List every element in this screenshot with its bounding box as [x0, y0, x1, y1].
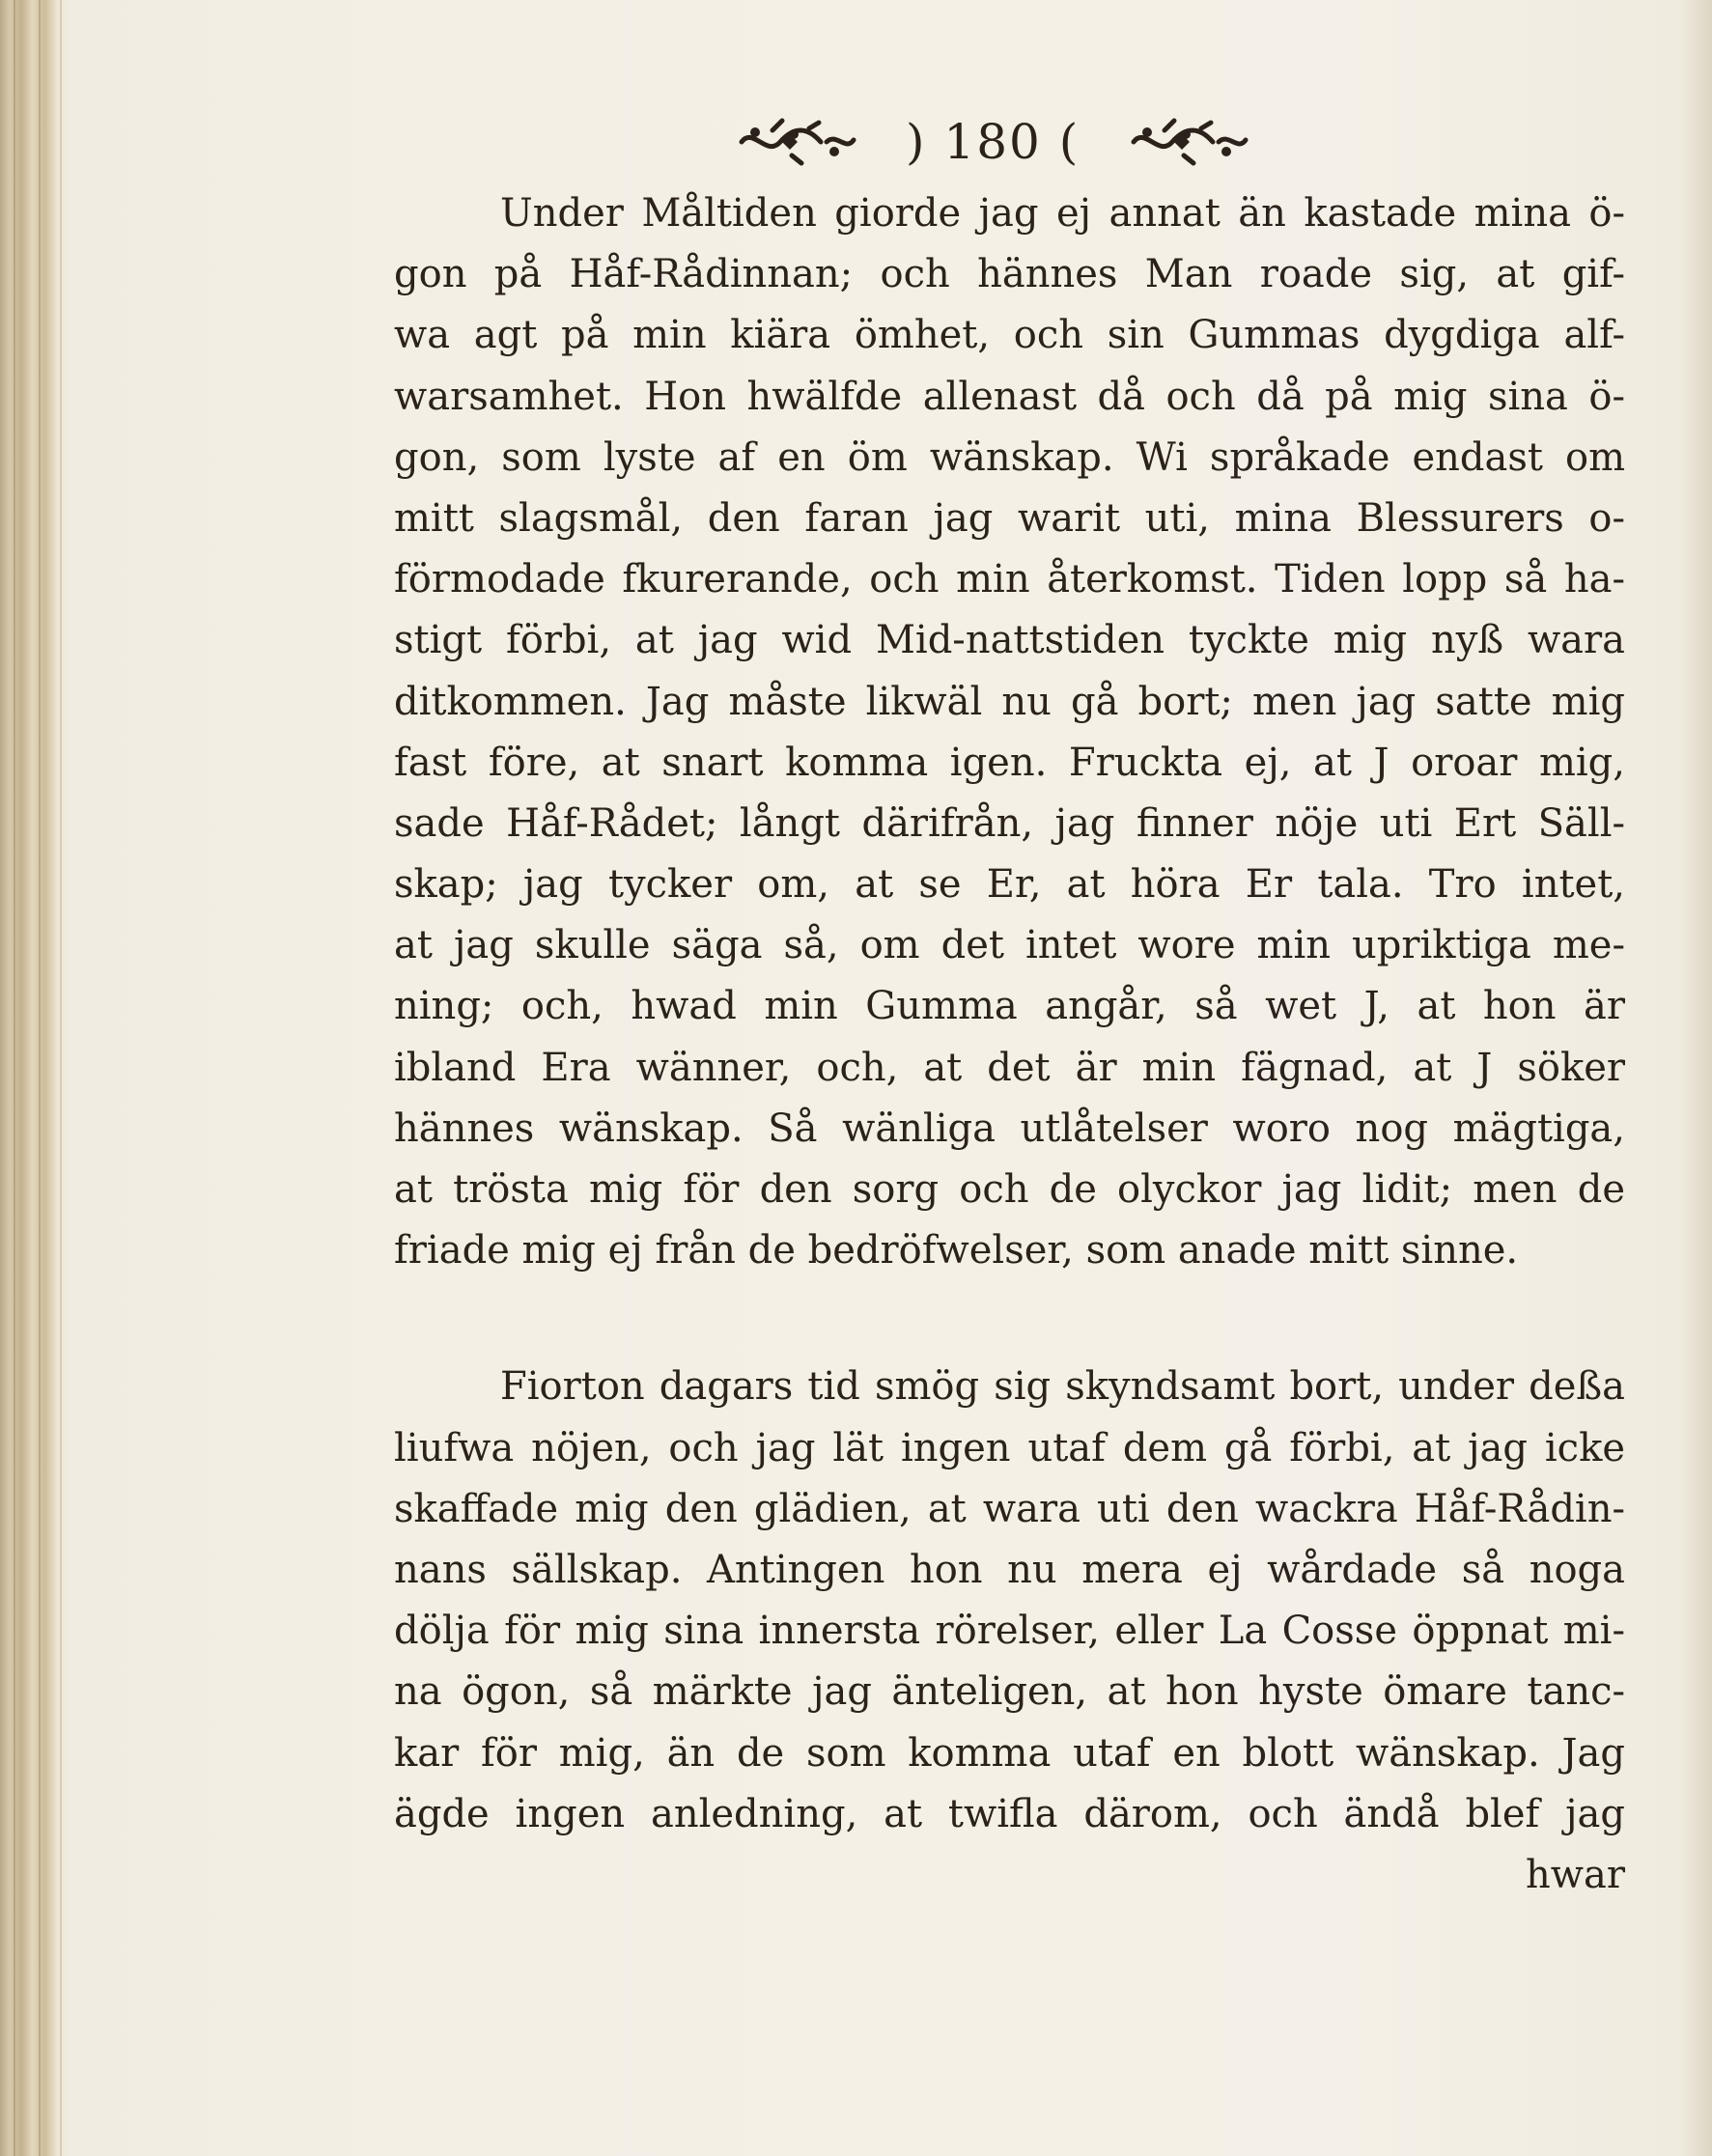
text-line: ditkommen. Jag måste likwäl nu gå bort; men jag satte mig	[394, 679, 1625, 724]
spine-crease	[14, 0, 15, 2156]
text-line: skap; jag tycker om, at se Er, at höra Er tala. Tro intet,	[394, 862, 1625, 908]
text-line: warsamhet. Hon hwälfde allenast då och då på mig sina ö-	[394, 374, 1625, 419]
text-line: ägde ingen anledning, at twifla därom, och ändå blef jag	[394, 1791, 1625, 1836]
catchword: hwar	[1526, 1852, 1625, 1897]
left-ornament-icon	[734, 117, 859, 167]
text-line: mitt slagsmål, den faran jag warit uti, mina Blessurers o-	[394, 495, 1625, 541]
text-line: at jag skulle säga så, om det intet wore min upriktiga me-	[394, 923, 1625, 968]
text-line: ibland Era wänner, och, at det är min fägnad, at J söker	[394, 1045, 1625, 1090]
paragraph-1	[394, 183, 1625, 1281]
paragraph-2	[394, 1357, 1625, 1845]
text-line: kar för mig, än de som komma utaf en blott wänskap. Jag	[394, 1730, 1625, 1776]
right-ornament-icon	[1126, 117, 1251, 167]
text-line: gon, som lyste af en öm wänskap. Wi språkade endast om	[394, 434, 1625, 480]
text-line: nans sällskap. Antingen hon nu mera ej wårdade så noga	[394, 1547, 1625, 1592]
text-line: Fiorton dagars tid smög sig skyndsamt bort, under deßa	[500, 1364, 1625, 1410]
main-text	[394, 183, 1625, 1906]
page-number: ) 180 (	[906, 114, 1081, 170]
text-line: skaffade mig den glädien, at wara uti den wackra Håf-Rådin-	[394, 1486, 1625, 1531]
text-line: liufwa nöjen, och jag lät ingen utaf dem gå förbi, at jag icke	[394, 1425, 1625, 1470]
spine-crease	[60, 0, 62, 2156]
text-line: friade mig ej från de bedröfwelser, som anade mitt sinne.	[394, 1228, 1519, 1274]
paragraph-gap	[394, 1281, 1625, 1357]
text-line: hännes wänskap. Så wänliga utlåtelser woro nog mägtiga,	[394, 1106, 1625, 1151]
text-line: na ögon, så märkte jag änteligen, at hon hyste ömare tanc-	[394, 1669, 1625, 1715]
text-line: fast före, at snart komma igen. Fruckta ej, at J oroar mig,	[394, 740, 1625, 785]
book-spine-edge	[0, 0, 71, 2156]
text-line: ning; och, hwad min Gumma angår, så wet J, at hon är	[394, 984, 1625, 1029]
text-line: sade Håf-Rådet; långt därifrån, jag finner nöje uti Ert Säll-	[394, 800, 1625, 846]
text-line: Under Måltiden giorde jag ej annat än kastade mina ö-	[500, 191, 1625, 236]
text-line: stigt förbi, at jag wid Mid-nattstiden tyckte mig nyß wara	[394, 618, 1625, 663]
text-line: förmodade fkurerande, och min återkomst. Tiden lopp så ha-	[394, 557, 1625, 602]
spine-crease	[39, 0, 41, 2156]
text-line: gon på Håf-Rådinnan; och hännes Man roade sig, at gif-	[394, 252, 1625, 297]
text-line: at trösta mig för den sorg och de olyckor jag lidit; men de	[394, 1167, 1625, 1212]
page-header	[734, 108, 1313, 176]
text-line: dölja för mig sina innersta rörelser, eller La Cosse öppnat mi-	[394, 1609, 1625, 1654]
text-line: wa agt på min kiära ömhet, och sin Gummas dygdiga alf-	[394, 313, 1625, 358]
